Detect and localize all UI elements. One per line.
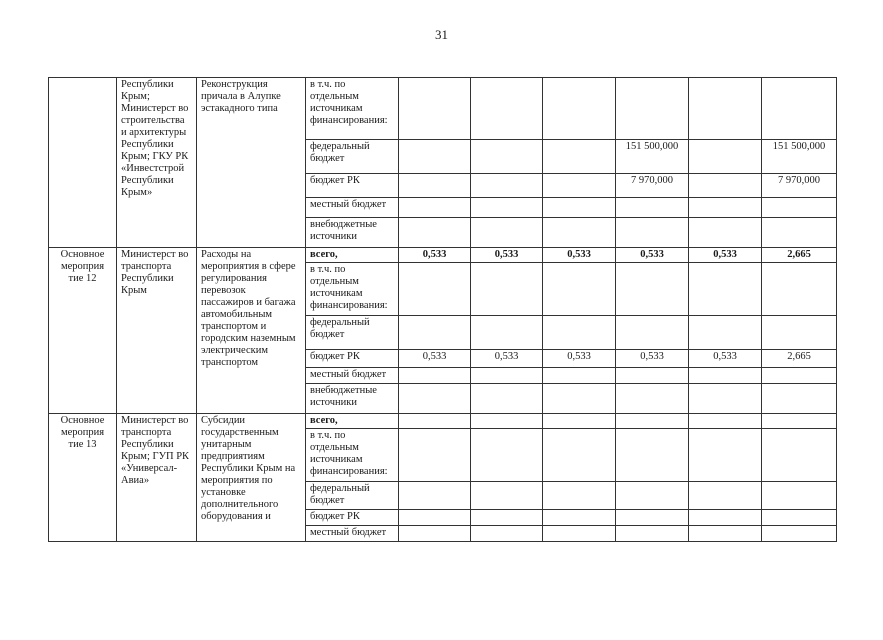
value-cell [543, 263, 616, 316]
value-cell: 2,665 [762, 248, 837, 263]
value-cell: 0,533 [543, 350, 616, 368]
value-cell [616, 414, 689, 429]
table-row [49, 414, 837, 429]
value-cell [543, 429, 616, 482]
value-cell [471, 263, 543, 316]
value-cell [399, 263, 471, 316]
source-cell: федеральный бюджет [306, 316, 399, 350]
value-cell [471, 482, 543, 510]
value-cell [616, 218, 689, 248]
value-cell: 7 970,000 [762, 174, 837, 198]
description-cell: Субсидии государственным унитарным предприятиям Республики Крым на мероприятия по установке дополнительного оборудования и [197, 414, 306, 542]
value-cell: 0,533 [689, 350, 762, 368]
value-cell [689, 384, 762, 414]
value-cell [471, 218, 543, 248]
value-cell [689, 174, 762, 198]
value-cell [689, 78, 762, 140]
value-cell [762, 263, 837, 316]
value-cell [616, 198, 689, 218]
table-row [49, 248, 837, 263]
value-cell [543, 198, 616, 218]
value-cell: 0,533 [543, 248, 616, 263]
measure-cell: Основное мероприя тие 13 [49, 414, 117, 542]
value-cell [471, 316, 543, 350]
description-cell: Реконструкция причала в Алупке эстакадного типа [197, 78, 306, 248]
value-cell [616, 429, 689, 482]
value-cell [762, 78, 837, 140]
value-cell [543, 384, 616, 414]
value-cell [689, 368, 762, 384]
value-cell [399, 174, 471, 198]
value-cell [399, 316, 471, 350]
value-cell [471, 384, 543, 414]
value-cell: 0,533 [471, 350, 543, 368]
value-cell [543, 368, 616, 384]
value-cell [471, 526, 543, 542]
value-cell [543, 526, 616, 542]
source-cell: в т.ч. по отдельным источникам финансирования: [306, 263, 399, 316]
source-cell: федеральный бюджет [306, 140, 399, 174]
source-cell: бюджет РК [306, 350, 399, 368]
source-cell: внебюджетные источники [306, 218, 399, 248]
value-cell [616, 482, 689, 510]
source-cell: бюджет РК [306, 174, 399, 198]
value-cell [399, 526, 471, 542]
value-cell: 0,533 [471, 248, 543, 263]
value-cell: 2,665 [762, 350, 837, 368]
executor-cell: Министерст во транспорта Республики Крым [117, 248, 197, 414]
source-cell: в т.ч. по отдельным источникам финансирования: [306, 78, 399, 140]
value-cell [762, 198, 837, 218]
value-cell [689, 429, 762, 482]
value-cell [543, 414, 616, 429]
value-cell [471, 140, 543, 174]
source-cell: местный бюджет [306, 198, 399, 218]
value-cell: 0,533 [399, 350, 471, 368]
value-cell [689, 198, 762, 218]
source-cell: бюджет РК [306, 510, 399, 526]
value-cell [543, 482, 616, 510]
source-cell: федеральный бюджет [306, 482, 399, 510]
value-cell [762, 218, 837, 248]
source-cell: всего, [306, 414, 399, 429]
value-cell: 0,533 [399, 248, 471, 263]
value-cell [762, 429, 837, 482]
source-cell: внебюджетные источники [306, 384, 399, 414]
value-cell [616, 316, 689, 350]
value-cell [471, 174, 543, 198]
value-cell [762, 526, 837, 542]
value-cell [689, 316, 762, 350]
page-number: 31 [435, 27, 448, 42]
measure-cell [49, 78, 117, 248]
value-cell: 0,533 [616, 248, 689, 263]
value-cell [471, 510, 543, 526]
value-cell [471, 198, 543, 218]
value-cell [399, 510, 471, 526]
value-cell [762, 368, 837, 384]
value-cell [399, 198, 471, 218]
value-cell [616, 78, 689, 140]
value-cell: 0,533 [689, 248, 762, 263]
source-cell: местный бюджет [306, 368, 399, 384]
value-cell [689, 526, 762, 542]
value-cell [762, 414, 837, 429]
value-cell [543, 140, 616, 174]
value-cell [471, 429, 543, 482]
value-cell [399, 368, 471, 384]
value-cell [762, 510, 837, 526]
value-cell [616, 368, 689, 384]
value-cell [616, 263, 689, 316]
value-cell [543, 174, 616, 198]
value-cell [399, 482, 471, 510]
value-cell [543, 510, 616, 526]
value-cell [399, 429, 471, 482]
executor-cell: Министерст во транспорта Республики Крым; ГУП РК «Универсал-Авиа» [117, 414, 197, 542]
value-cell [543, 316, 616, 350]
value-cell [399, 78, 471, 140]
value-cell [616, 384, 689, 414]
value-cell [762, 384, 837, 414]
value-cell [471, 368, 543, 384]
executor-cell: Республики Крым; Министерст во строительства и архитектуры Республики Крым; ГКУ РК «Инвестстрой Республики Крым» [117, 78, 197, 248]
value-cell [471, 414, 543, 429]
value-cell [399, 218, 471, 248]
value-cell [689, 140, 762, 174]
value-cell [616, 510, 689, 526]
table-row [49, 78, 837, 140]
source-cell: местный бюджет [306, 526, 399, 542]
value-cell: 7 970,000 [616, 174, 689, 198]
source-cell: в т.ч. по отдельным источникам финансирования: [306, 429, 399, 482]
value-cell [689, 263, 762, 316]
value-cell [689, 218, 762, 248]
value-cell [689, 414, 762, 429]
description-cell: Расходы на мероприятия в сфере регулирования перевозок пассажиров и багажа автомобильным транспортом и городским наземным электрическим транспортом [197, 248, 306, 414]
value-cell [543, 78, 616, 140]
value-cell: 0,533 [616, 350, 689, 368]
value-cell [689, 510, 762, 526]
value-cell: 151 500,000 [762, 140, 837, 174]
value-cell [616, 526, 689, 542]
value-cell [762, 482, 837, 510]
value-cell [471, 78, 543, 140]
source-cell: всего, [306, 248, 399, 263]
value-cell [399, 414, 471, 429]
value-cell [399, 140, 471, 174]
value-cell [689, 482, 762, 510]
value-cell [543, 218, 616, 248]
value-cell [399, 384, 471, 414]
budget-table [48, 77, 837, 542]
value-cell: 151 500,000 [616, 140, 689, 174]
value-cell [762, 316, 837, 350]
measure-cell: Основное мероприя тие 12 [49, 248, 117, 414]
